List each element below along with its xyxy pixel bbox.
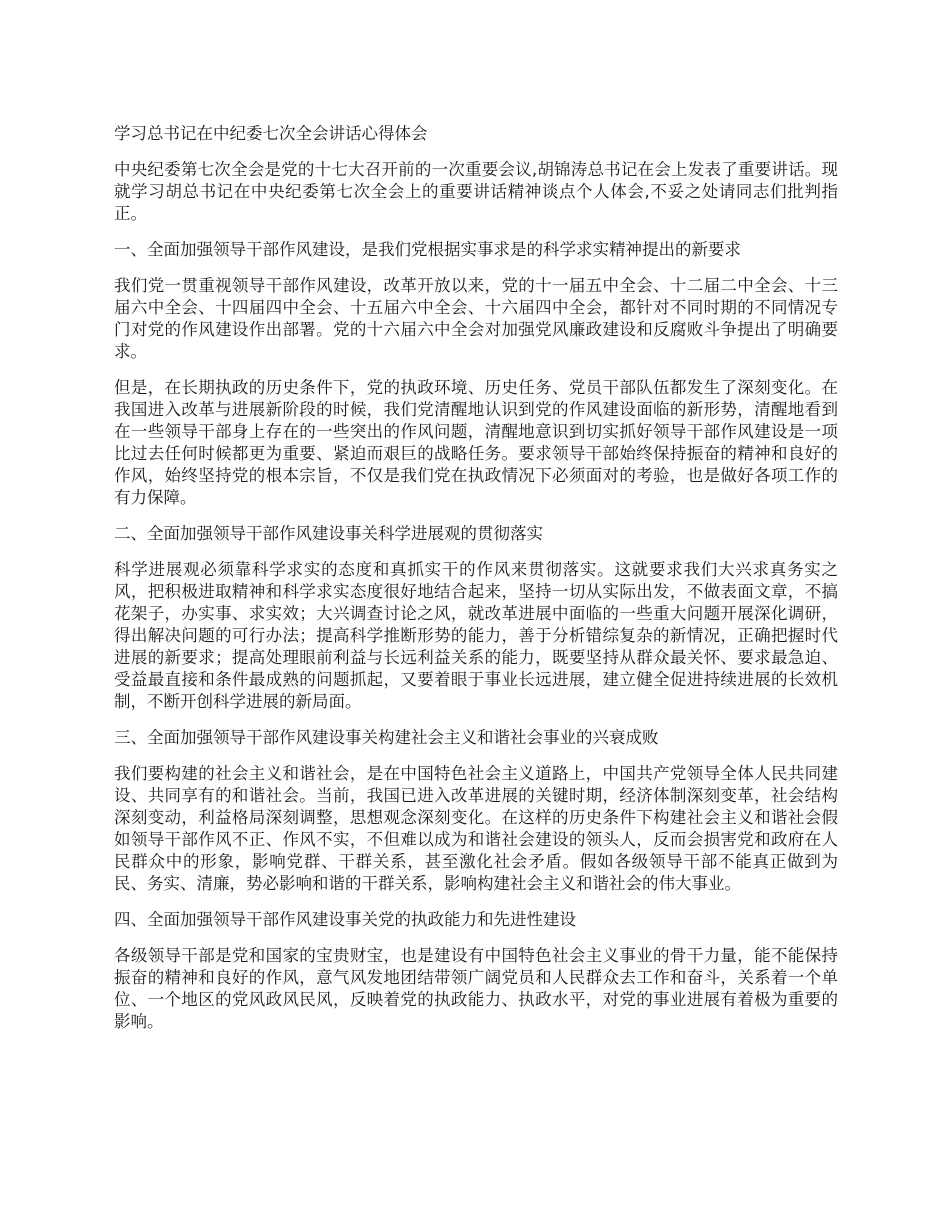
document-page bbox=[114, 123, 838, 1047]
section-heading-1: 一、全面加强领导干部作风建设，是我们党根据实事求是的科学求实精神提出的新要求 bbox=[114, 240, 741, 259]
paragraph-4: 各级领导干部是党和国家的宝贵财宝，也是建设有中国特色社会主义事业的骨干力量，能不能保持振奋的精神和良好的作风，意气风发地团结带领广阔党员和人民群众去工作和奋斗，关系着一个单位、一个地区的党风政风民风，反映着党的执政能力、执政水平，对党的事业进展有着极为重要的影响。 bbox=[114, 946, 838, 1031]
paragraph-2: 科学进展观必须靠科学求实的态度和真抓实干的作风来贯彻落实。这就要求我们大兴求真务实之风，把积极进取精神和科学求实态度很好地结合起来，坚持一切从实际出发，不做表面文章，不搞花架子，办实事、求实效；大兴调查讨论之风，就改革进展中面临的一些重大问题开展深化调研，得出解决问题的可行办法；提高科学推断形势的能力，善于分析错综复杂的新情况，正确把握时代进展的新要求；提高处理眼前利益与长远利益关系的能力，既要坚持从群众最关怀、要求最急迫、受益最直接和条件最成熟的问题抓起，又要着眼于事业长远进展，建立健全促进持续进展的长效机制，不断开创科学进展的新局面。 bbox=[114, 560, 838, 711]
paragraph-1a: 我们党一贯重视领导干部作风建设，改革开放以来，党的十一届五中全会、十二届二中全会、十三届六中全会、十四届四中全会、十五届六中全会、十六届四中全会，都针对不同时期的不同情况专门对党的作风建设作出部署。党的十六届六中全会对加强党风廉政建设和反腐败斗争提出了明确要求。 bbox=[114, 276, 838, 361]
section-heading-4: 四、全面加强领导干部作风建设事关党的执政能力和先进性建设 bbox=[114, 910, 576, 929]
paragraph-3: 我们要构建的社会主义和谐社会，是在中国特色社会主义道路上，中国共产党领导全体人民共同建设、共同享有的和谐社会。当前，我国已进入改革进展的关键时期，经济体制深刻变革，社会结构深刻变动，利益格局深刻调整，思想观念深刻变化。在这样的历史条件下构建社会主义和谐社会假如领导干部作风不正、作风不实，不但难以成为和谐社会建设的领头人，反而会损害党和政府在人民群众中的形象，影响党群、干群关系，甚至激化社会矛盾。假如各级领导干部不能真正做到为民、务实、清廉，势必影响和谐的干群关系，影响构建社会主义和谐社会的伟大事业。 bbox=[114, 764, 838, 893]
section-heading-2: 二、全面加强领导干部作风建设事关科学进展观的贯彻落实 bbox=[114, 524, 543, 543]
section-heading-3: 三、全面加强领导干部作风建设事关构建社会主义和谐社会事业的兴衰成败 bbox=[114, 728, 659, 747]
paragraph-1b: 但是，在长期执政的历史条件下，党的执政环境、历史任务、党员干部队伍都发生了深刻变化。在我国进入改革与进展新阶段的时候，我们党清醒地认识到党的作风建设面临的新形势，清醒地看到在一些领导干部身上存在的一些突出的作风问题，清醒地意识到切实抓好领导干部作风建设是一项比过去任何时候都更为重要、紧迫而艰巨的战略任务。要求领导干部始终保持振奋的精神和良好的作风，始终坚持党的根本宗旨，不仅是我们党在执政情况下必须面对的考验，也是做好各项工作的有力保障。 bbox=[114, 378, 838, 507]
paragraph-intro: 中央纪委第七次全会是党的十七大召开前的一次重要会议,胡锦涛总书记在会上发表了重要讲话。现就学习胡总书记在中央纪委第七次全会上的重要讲话精神谈点个人体会,不妥之处请同志们批判指正。 bbox=[114, 160, 838, 223]
document-title: 学习总书记在中纪委七次全会讲话心得体会 bbox=[114, 124, 428, 143]
